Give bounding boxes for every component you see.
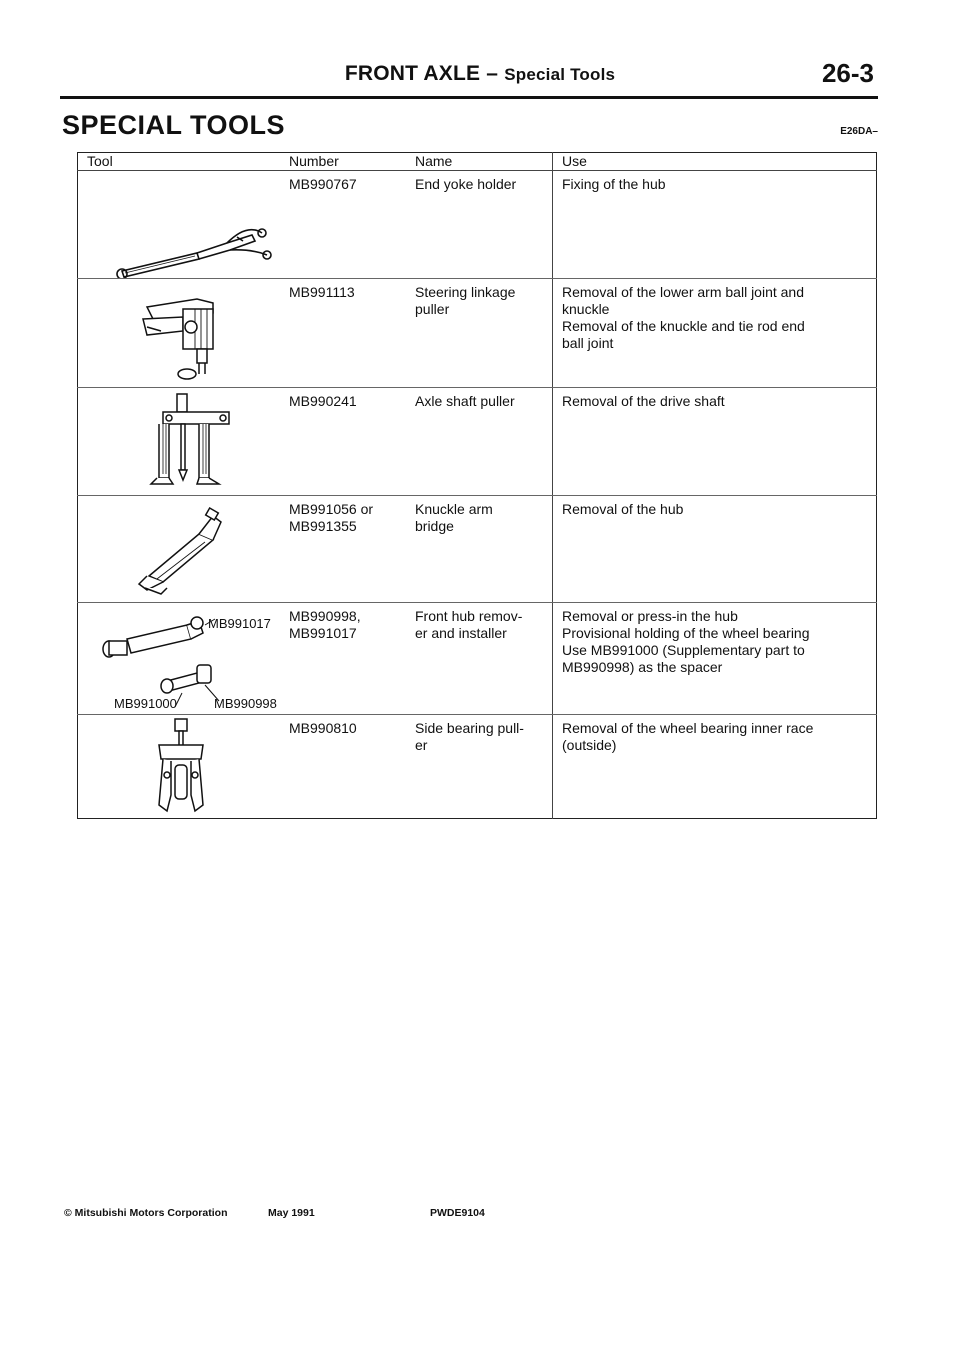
tool-number: MB991113	[289, 279, 415, 388]
steering-linkage-puller-icon	[87, 279, 289, 387]
callout-mb990998: MB990998	[214, 696, 277, 711]
tool-image-cell	[78, 279, 290, 388]
tool-image-cell	[78, 171, 290, 279]
footer-date: May 1991	[268, 1207, 315, 1219]
tool-use: Removal of the lower arm ball joint and knuckle Removal of the knuckle and tie rod end ball joint	[553, 279, 877, 388]
header-rule	[60, 96, 878, 99]
tool-image-cell	[78, 715, 290, 819]
tool-use: Removal of the hub	[553, 496, 877, 603]
page-header	[0, 62, 960, 86]
table-row	[78, 171, 877, 279]
tool-name: Front hub remov- er and installer	[415, 603, 553, 715]
column-header-number: Number	[289, 153, 415, 171]
tool-use: Removal or press-in the hub Provisional holding of the wheel bearing Use MB991000 (Supplementary part to MB990998) as the spacer	[553, 603, 877, 715]
tool-use: Fixing of the hub	[553, 171, 877, 279]
tool-image-cell	[78, 496, 290, 603]
tool-use: Removal of the drive shaft	[553, 388, 877, 496]
special-tools-table	[77, 152, 877, 819]
header-title: FRONT AXLE	[344, 62, 481, 85]
page-number: 26-3	[821, 58, 874, 88]
tool-name: Steering linkage puller	[415, 279, 553, 388]
table-header-row	[78, 153, 877, 171]
header-subtitle: Special Tools	[504, 65, 616, 84]
tool-number: MB990241	[289, 388, 415, 496]
axle-shaft-puller-icon	[87, 388, 289, 495]
side-bearing-puller-icon	[87, 715, 289, 818]
section-title: SPECIAL TOOLS	[62, 110, 286, 140]
knuckle-arm-bridge-icon	[87, 496, 289, 602]
tool-number: MB990998, MB991017	[289, 603, 415, 715]
table-row	[78, 715, 877, 819]
footer-doc-code: PWDE9104	[430, 1207, 485, 1219]
tool-use: Removal of the wheel bearing inner race (outside)	[553, 715, 877, 819]
tool-image-cell	[78, 388, 290, 496]
column-header-use: Use	[553, 153, 877, 171]
column-header-name: Name	[415, 153, 553, 171]
header-separator: –	[486, 62, 499, 85]
section-code: E26DA–	[840, 126, 878, 137]
table-row	[78, 279, 877, 388]
tool-name: Axle shaft puller	[415, 388, 553, 496]
tool-number: MB991056 or MB991355	[289, 496, 415, 603]
table-row	[78, 388, 877, 496]
table-row	[78, 603, 877, 715]
tool-name: Knuckle arm bridge	[415, 496, 553, 603]
tool-name: End yoke holder	[415, 171, 553, 279]
tool-number: MB990767	[289, 171, 415, 279]
table-row	[78, 496, 877, 603]
footer-copyright: © Mitsubishi Motors Corporation	[64, 1207, 228, 1219]
tool-name: Side bearing pull- er	[415, 720, 524, 753]
tool-image-cell	[78, 603, 290, 715]
end-yoke-holder-icon	[87, 171, 289, 278]
callout-mb991000: MB991000	[114, 696, 177, 711]
callout-mb991017: MB991017	[208, 616, 271, 631]
tool-number: MB990810	[289, 720, 357, 736]
column-header-tool: Tool	[78, 153, 290, 171]
